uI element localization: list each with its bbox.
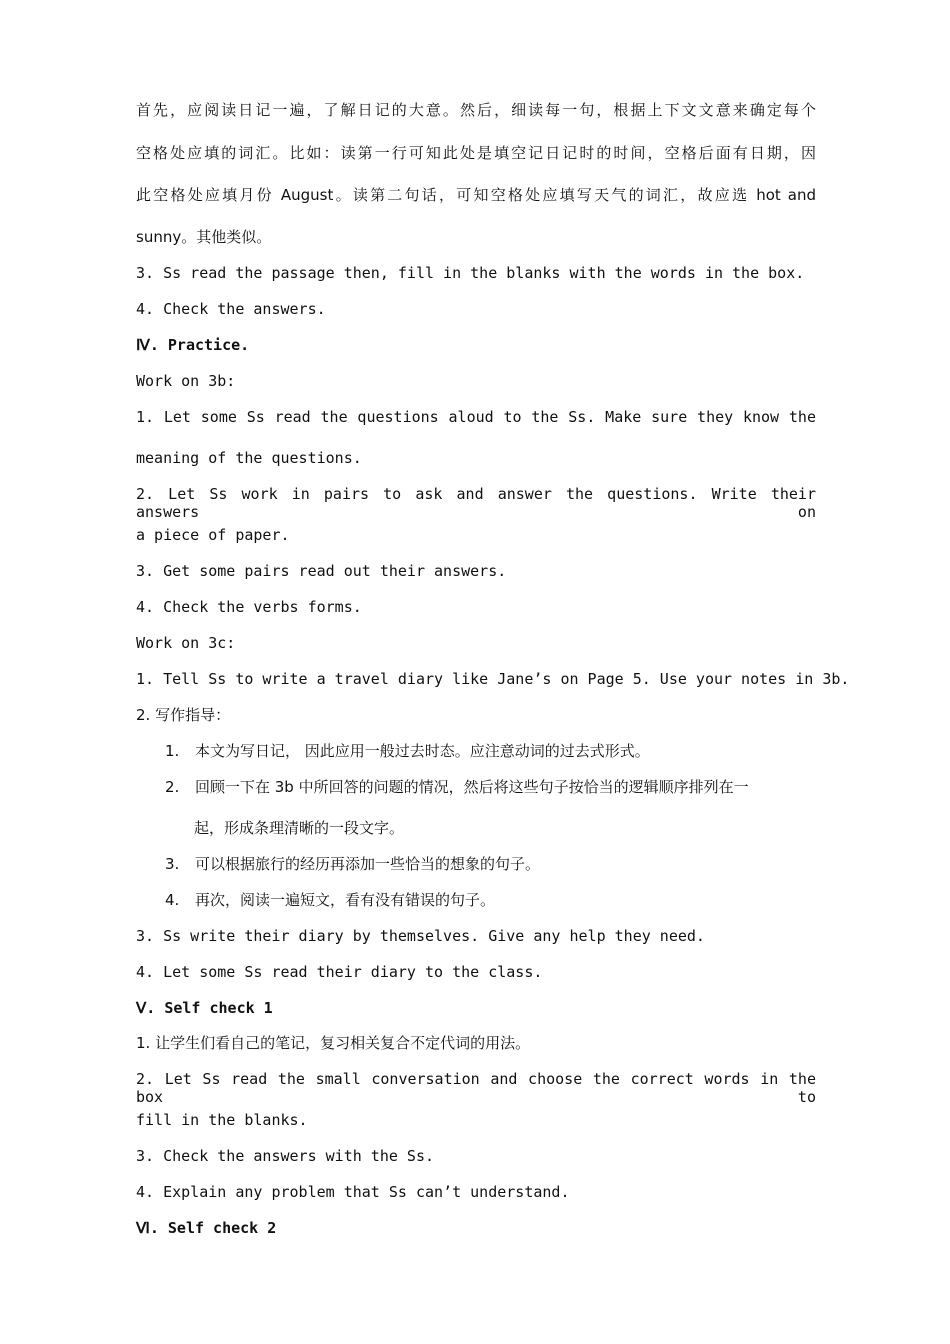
- item-text: 回顾一下在 3b 中所回答的问题的情况，然后将这些句子按恰当的逻辑顺序排列在一: [195, 778, 749, 796]
- item-text: 可以根据旅行的经历再添加一些恰当的想象的句子。: [195, 855, 541, 873]
- step-line: meaning of the questions.: [136, 449, 362, 467]
- step-line: 4. Check the verbs forms.: [136, 598, 362, 616]
- writing-guide-item-continued: 起，形成条理清晰的一段文字。: [194, 819, 405, 837]
- paragraph-line: 首先，应阅读日记一遍，了解日记的大意。然后，细读每一句，根据上下文文意来确定每个: [136, 101, 816, 119]
- subsection-label: Work on 3b:: [136, 372, 236, 390]
- step-line: 3. Get some pairs read out their answers.: [136, 562, 507, 580]
- step-line: 3. Ss read the passage then, fill in the blanks with the words in the box.: [136, 264, 805, 282]
- step-line: 1. Let some Ss read the questions aloud to the Ss. Make sure they know the: [136, 408, 816, 426]
- item-text: 再次，阅读一遍短文，看有没有错误的句子。: [195, 891, 496, 909]
- item-text: 本文为写日记， 因此应用一般过去时态。应注意动词的过去式形式。: [195, 742, 650, 760]
- item-number: 3.: [165, 855, 180, 873]
- paragraph-line: sunny。其他类似。: [136, 228, 272, 246]
- item-number: 1.: [165, 742, 180, 760]
- step-line: 1. Tell Ss to write a travel diary like Jane’s on Page 5. Use your notes in 3b.: [136, 670, 850, 688]
- step-line: 4. Let some Ss read their diary to the class.: [136, 963, 543, 981]
- writing-guide-item: [165, 778, 749, 796]
- writing-guide-item: [165, 742, 650, 760]
- section-heading: Ⅴ. Self check 1: [136, 999, 273, 1017]
- step-line: 4. Check the answers.: [136, 300, 326, 318]
- subsection-label: Work on 3c:: [136, 634, 236, 652]
- writing-guide-item: [165, 891, 495, 909]
- paragraph-line: 此空格处应填月份 August。读第二句话，可知空格处应填写天气的词汇，故应选 hot and: [136, 186, 816, 204]
- step-line: fill in the blanks.: [136, 1111, 308, 1129]
- paragraph-line: 空格处应填的词汇。比如：读第一行可知此处是填空记日记时的时间，空格后面有日期，因: [136, 144, 816, 162]
- section-heading: Ⅵ. Self check 2: [136, 1219, 277, 1237]
- item-number: 4.: [165, 891, 180, 909]
- step-line: a piece of paper.: [136, 526, 290, 544]
- step-line: 2. Let Ss work in pairs to ask and answer the questions. Write their answers on: [136, 485, 816, 521]
- step-line: 4. Explain any problem that Ss can’t understand.: [136, 1183, 570, 1201]
- section-heading: Ⅳ. Practice.: [136, 336, 250, 354]
- step-line: 3. Ss write their diary by themselves. Give any help they need.: [136, 927, 705, 945]
- step-line: 1. 让学生们看自己的笔记，复习相关复合不定代词的用法。: [136, 1034, 531, 1052]
- step-line: 2. Let Ss read the small conversation and choose the correct words in the box to: [136, 1070, 816, 1106]
- writing-guide-item: [165, 855, 540, 873]
- item-number: 2.: [165, 778, 180, 796]
- step-line: 2. 写作指导：: [136, 706, 231, 724]
- step-line: 3. Check the answers with the Ss.: [136, 1147, 435, 1165]
